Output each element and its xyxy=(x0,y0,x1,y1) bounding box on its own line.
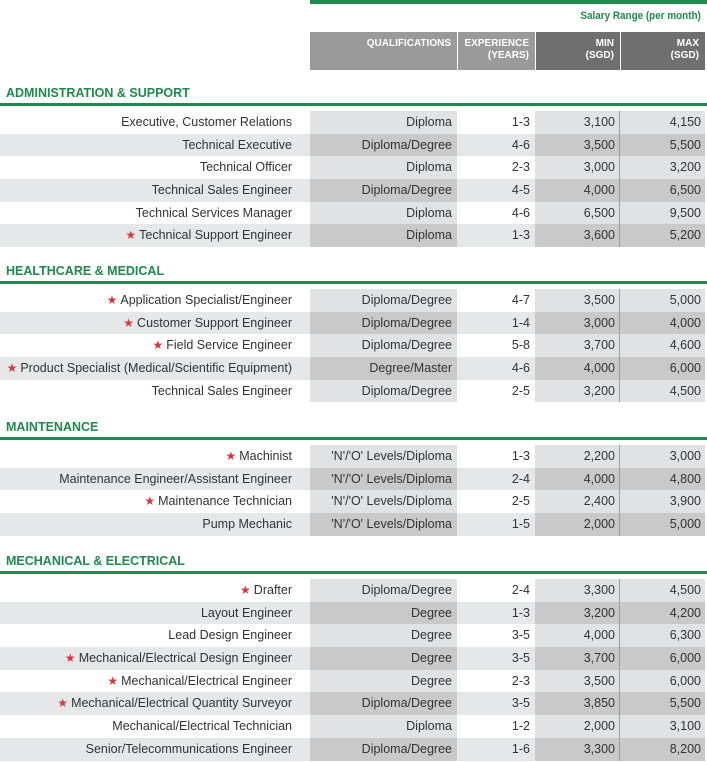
qualification-cell: 'N'/'O' Levels/Diploma xyxy=(310,468,457,491)
job-title-cell xyxy=(0,312,310,335)
max-salary-cell: 5,200 xyxy=(620,224,705,247)
star-icon: ★ xyxy=(107,673,119,688)
experience-cell: 5-8 xyxy=(457,334,535,357)
job-title-cell xyxy=(0,692,310,715)
max-salary-cell: 4,000 xyxy=(620,312,705,335)
job-title: Technical Officer xyxy=(199,160,292,175)
max-salary-cell: 5,000 xyxy=(620,289,705,312)
experience-cell: 1-3 xyxy=(457,602,535,625)
header-max-unit: (SGD) xyxy=(670,50,699,61)
min-salary-cell: 4,000 xyxy=(535,179,620,202)
max-salary-cell: 8,200 xyxy=(620,738,705,761)
job-title-cell xyxy=(0,134,310,157)
job-title-cell xyxy=(0,715,310,738)
max-salary-cell: 3,000 xyxy=(620,445,705,468)
job-title: Technical Support Engineer xyxy=(139,228,292,243)
min-salary-cell: 3,500 xyxy=(535,289,620,312)
job-title: Application Specialist/Engineer xyxy=(120,293,292,307)
max-salary-cell: 4,600 xyxy=(620,334,705,357)
qualification-cell: Diploma xyxy=(310,156,457,179)
experience-cell: 2-3 xyxy=(457,156,535,179)
qualification-cell: 'N'/'O' Levels/Diploma xyxy=(310,513,457,536)
job-title: Machinist xyxy=(239,449,292,463)
job-title: Executive, Customer Relations xyxy=(121,115,292,129)
star-icon: ★ xyxy=(57,696,69,711)
qualification-cell: Diploma/Degree xyxy=(310,289,457,312)
qualification-cell: Diploma/Degree xyxy=(310,380,457,403)
min-salary-cell: 3,200 xyxy=(535,380,620,403)
min-salary-cell: 3,200 xyxy=(535,602,620,625)
qualification-cell: Diploma xyxy=(310,111,457,134)
min-salary-cell: 4,000 xyxy=(535,468,620,491)
job-title-cell xyxy=(0,602,310,625)
experience-cell: 3-5 xyxy=(457,647,535,670)
max-salary-cell: 4,500 xyxy=(620,579,705,602)
max-salary-cell: 6,000 xyxy=(620,647,705,670)
min-salary-cell: 2,000 xyxy=(535,715,620,738)
job-title: Technical Services Manager xyxy=(135,205,292,220)
experience-cell: 2-4 xyxy=(457,468,535,491)
header-min xyxy=(536,32,620,70)
star-icon: ★ xyxy=(125,228,137,243)
job-title: Mechanical/Electrical Engineer xyxy=(121,673,292,688)
section-title: ADMINISTRATION & SUPPORT xyxy=(6,86,190,100)
min-salary-cell: 3,300 xyxy=(535,579,620,602)
job-title-cell xyxy=(0,513,310,536)
section xyxy=(0,261,707,402)
qualification-cell: Diploma/Degree xyxy=(310,738,457,761)
job-title: Pump Mechanic xyxy=(202,517,292,532)
max-salary-cell: 5,500 xyxy=(620,134,705,157)
min-salary-cell: 3,000 xyxy=(535,312,620,335)
min-salary-cell: 6,500 xyxy=(535,202,620,225)
min-salary-cell: 3,700 xyxy=(535,334,620,357)
max-salary-cell: 5,500 xyxy=(620,692,705,715)
min-salary-cell: 2,000 xyxy=(535,513,620,536)
table-row xyxy=(0,334,707,357)
job-title: Product Specialist (Medical/Scientific Equipment) xyxy=(20,361,292,376)
min-salary-cell: 2,200 xyxy=(535,445,620,468)
min-salary-cell: 4,000 xyxy=(535,357,620,380)
qualification-cell: Diploma/Degree xyxy=(310,179,457,202)
top-rule xyxy=(310,0,707,4)
table-row xyxy=(0,490,707,513)
qualification-cell: Degree/Master xyxy=(310,357,457,380)
section-title: HEALTHCARE & MEDICAL xyxy=(6,264,165,278)
star-icon: ★ xyxy=(106,293,118,307)
job-title-cell xyxy=(0,202,310,225)
job-title: Maintenance Technician xyxy=(158,494,292,509)
job-title: Mechanical/Electrical Quantity Surveyor xyxy=(71,696,292,711)
max-salary-cell: 9,500 xyxy=(620,202,705,225)
job-title-cell xyxy=(0,357,310,380)
table-row xyxy=(0,715,707,738)
header-max xyxy=(621,32,705,70)
qualification-cell: 'N'/'O' Levels/Diploma xyxy=(310,445,457,468)
max-salary-cell: 3,200 xyxy=(620,156,705,179)
star-icon: ★ xyxy=(240,583,251,597)
job-title-cell xyxy=(0,738,310,761)
experience-cell: 1-6 xyxy=(457,738,535,761)
qualification-cell: Diploma/Degree xyxy=(310,334,457,357)
qualification-cell: Degree xyxy=(310,624,457,647)
header-qualifications xyxy=(310,32,457,70)
table-row xyxy=(0,380,707,403)
min-salary-cell: 4,000 xyxy=(535,624,620,647)
header-experience-unit: (YEARS) xyxy=(487,50,529,61)
table-row xyxy=(0,513,707,536)
experience-cell: 1-4 xyxy=(457,312,535,335)
max-salary-cell: 6,000 xyxy=(620,670,705,693)
table-row xyxy=(0,468,707,491)
qualification-cell: Diploma/Degree xyxy=(310,134,457,157)
experience-cell: 4-6 xyxy=(457,202,535,225)
salary-range-title: Salary Range (per month) xyxy=(580,10,701,22)
experience-cell: 4-6 xyxy=(457,134,535,157)
table-row xyxy=(0,179,707,202)
min-salary-cell: 3,500 xyxy=(535,670,620,693)
job-title-cell xyxy=(0,380,310,403)
experience-cell: 1-3 xyxy=(457,224,535,247)
qualification-cell: 'N'/'O' Levels/Diploma xyxy=(310,490,457,513)
job-title: Lead Design Engineer xyxy=(168,628,292,643)
max-salary-cell: 4,500 xyxy=(620,380,705,403)
max-salary-cell: 3,900 xyxy=(620,490,705,513)
job-title: Technical Executive xyxy=(182,137,292,152)
table-row xyxy=(0,624,707,647)
section-title: MECHANICAL & ELECTRICAL xyxy=(6,554,185,568)
max-salary-cell: 6,500 xyxy=(620,179,705,202)
table-row xyxy=(0,445,707,468)
max-salary-cell: 6,000 xyxy=(620,357,705,380)
table-row xyxy=(0,670,707,693)
min-salary-cell: 3,100 xyxy=(535,111,620,134)
min-salary-cell: 3,700 xyxy=(535,647,620,670)
table-row xyxy=(0,134,707,157)
job-title-cell xyxy=(0,111,310,134)
job-title: Layout Engineer xyxy=(200,605,292,620)
table-row xyxy=(0,224,707,247)
header-experience xyxy=(458,32,535,70)
min-salary-cell: 3,850 xyxy=(535,692,620,715)
experience-cell: 3-5 xyxy=(457,624,535,647)
star-icon: ★ xyxy=(144,494,156,509)
star-icon: ★ xyxy=(152,338,164,353)
job-title: Field Service Engineer xyxy=(166,338,292,353)
table-row xyxy=(0,111,707,134)
section-rule xyxy=(0,281,707,284)
experience-cell: 3-5 xyxy=(457,692,535,715)
table-row xyxy=(0,647,707,670)
job-title-cell xyxy=(0,468,310,491)
job-title: Maintenance Engineer/Assistant Engineer xyxy=(59,471,292,486)
section xyxy=(0,551,707,761)
section-rule xyxy=(0,571,707,574)
section-rule xyxy=(0,103,707,106)
header-min-unit: (SGD) xyxy=(585,50,614,61)
star-icon: ★ xyxy=(225,449,237,463)
section xyxy=(0,417,707,536)
job-title-cell xyxy=(0,156,310,179)
experience-cell: 1-2 xyxy=(457,715,535,738)
qualification-cell: Degree xyxy=(310,647,457,670)
max-salary-cell: 4,200 xyxy=(620,602,705,625)
experience-cell: 1-3 xyxy=(457,111,535,134)
qualification-cell: Degree xyxy=(310,670,457,693)
job-title: Mechanical/Electrical Technician xyxy=(112,719,292,734)
qualification-cell: Diploma/Degree xyxy=(310,692,457,715)
experience-cell: 4-6 xyxy=(457,357,535,380)
max-salary-cell: 6,300 xyxy=(620,624,705,647)
experience-cell: 2-3 xyxy=(457,670,535,693)
job-title-cell xyxy=(0,647,310,670)
job-title: Drafter xyxy=(253,583,292,597)
table-row xyxy=(0,579,707,602)
section-title: MAINTENANCE xyxy=(6,420,99,434)
job-title-cell xyxy=(0,224,310,247)
job-title: Customer Support Engineer xyxy=(137,315,292,330)
max-salary-cell: 4,150 xyxy=(620,111,705,134)
min-salary-cell: 3,500 xyxy=(535,134,620,157)
table-row xyxy=(0,156,707,179)
qualification-cell: Diploma xyxy=(310,202,457,225)
experience-cell: 2-5 xyxy=(457,380,535,403)
table-row xyxy=(0,202,707,225)
job-title-cell xyxy=(0,289,310,312)
qualification-cell: Diploma xyxy=(310,715,457,738)
table-row xyxy=(0,692,707,715)
star-icon: ★ xyxy=(6,361,18,376)
star-icon: ★ xyxy=(64,651,76,666)
experience-cell: 2-4 xyxy=(457,579,535,602)
table-row xyxy=(0,602,707,625)
min-salary-cell: 3,300 xyxy=(535,738,620,761)
table-row xyxy=(0,357,707,380)
job-title-cell xyxy=(0,579,310,602)
qualification-cell: Diploma/Degree xyxy=(310,579,457,602)
table-row xyxy=(0,312,707,335)
experience-cell: 1-3 xyxy=(457,445,535,468)
job-title-cell xyxy=(0,334,310,357)
job-title-cell xyxy=(0,670,310,693)
header-experience-label: EXPERIENCE xyxy=(464,38,529,49)
experience-cell: 1-5 xyxy=(457,513,535,536)
section xyxy=(0,83,707,247)
job-title-cell xyxy=(0,445,310,468)
job-title: Mechanical/Electrical Design Engineer xyxy=(78,651,292,666)
job-title-cell xyxy=(0,490,310,513)
experience-cell: 2-5 xyxy=(457,490,535,513)
star-icon: ★ xyxy=(123,315,135,330)
job-title-cell xyxy=(0,179,310,202)
qualification-cell: Diploma/Degree xyxy=(310,312,457,335)
job-title-cell xyxy=(0,624,310,647)
experience-cell: 4-7 xyxy=(457,289,535,312)
job-title: Technical Sales Engineer xyxy=(151,183,292,198)
qualification-cell: Degree xyxy=(310,602,457,625)
header-min-label: MIN xyxy=(595,38,614,49)
table-row xyxy=(0,289,707,312)
qualification-cell: Diploma xyxy=(310,224,457,247)
max-salary-cell: 4,800 xyxy=(620,468,705,491)
max-salary-cell: 5,000 xyxy=(620,513,705,536)
min-salary-cell: 3,000 xyxy=(535,156,620,179)
header-max-label: MAX xyxy=(676,38,699,49)
min-salary-cell: 3,600 xyxy=(535,224,620,247)
min-salary-cell: 2,400 xyxy=(535,490,620,513)
job-title: Technical Sales Engineer xyxy=(151,383,292,398)
section-rule xyxy=(0,437,707,440)
job-title: Senior/Telecommunications Engineer xyxy=(85,741,292,756)
table-row xyxy=(0,738,707,761)
max-salary-cell: 3,100 xyxy=(620,715,705,738)
header-qualifications-label: QUALIFICATIONS xyxy=(366,38,451,49)
experience-cell: 4-5 xyxy=(457,179,535,202)
